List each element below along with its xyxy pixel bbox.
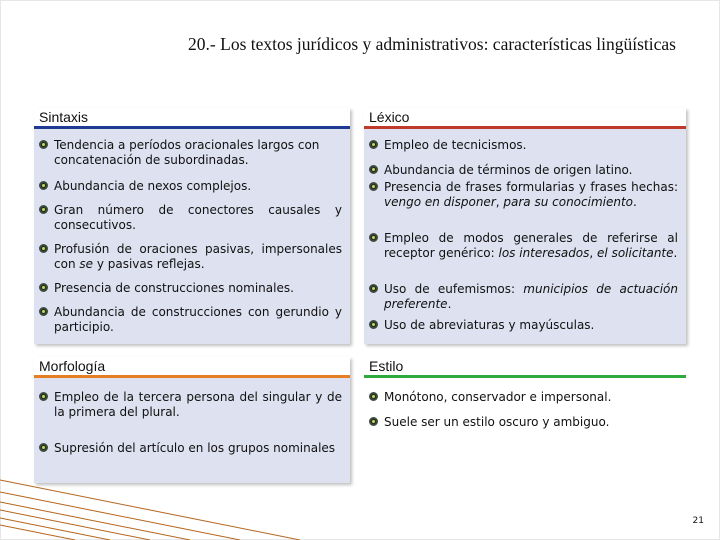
bullet-icon [39, 181, 48, 190]
panel-heading: Estilo [369, 358, 404, 374]
corner-decoration [0, 450, 300, 540]
panel-header [34, 108, 350, 129]
bullet-icon [369, 284, 378, 293]
bullet-icon [39, 205, 48, 214]
list-item: Gran número de conectores causales y consecutivos. [34, 203, 342, 233]
list-item: Presencia de frases formularias y frases hechas: vengo en disponer, para su conocimiento. [364, 180, 678, 210]
panel-header [364, 108, 686, 129]
bullet-icon [369, 233, 378, 242]
bullet-icon [39, 307, 48, 316]
panel-header [34, 357, 350, 378]
list-item: Abundancia de términos de origen latino. [364, 163, 678, 178]
list-item: Empleo de tecnicismos. [364, 138, 678, 153]
bullet-icon [39, 392, 48, 401]
list-item: Uso de abreviaturas y mayúsculas. [364, 318, 678, 333]
bullet-icon [39, 244, 48, 253]
bullet-icon [39, 283, 48, 292]
panel-header [364, 357, 686, 378]
list-item: Monótono, conservador e impersonal. [364, 390, 678, 405]
list-item: Supresión del artículo en los grupos nominales [34, 441, 342, 456]
panel-heading: Léxico [369, 109, 410, 125]
bullet-icon [369, 392, 378, 401]
bullet-icon [369, 165, 378, 174]
list-item: Tendencia a períodos oracionales largos con concatenación de subordinadas. [34, 138, 342, 168]
bullet-icon [369, 320, 378, 329]
list-item: Presencia de construcciones nominales. [34, 281, 342, 296]
panel-sintaxis [34, 108, 350, 344]
panel-lexico [364, 108, 686, 344]
list-item: Suele ser un estilo oscuro y ambiguo. [364, 415, 678, 430]
panel-heading: Sintaxis [39, 109, 89, 125]
list-item: Profusión de oraciones pasivas, impersonales con se y pasivas reflejas. [34, 242, 342, 272]
list-item: Abundancia de nexos complejos. [34, 179, 342, 194]
bullet-icon [369, 140, 378, 149]
list-item: Abundancia de construcciones con gerundio y participio. [34, 305, 342, 335]
panel-heading: Morfología [39, 358, 106, 374]
slide-title: 20.- Los textos jurídicos y administrativos: características lingüísticas [188, 34, 676, 54]
list-item: Empleo de la tercera persona del singular y de la primera del plural. [34, 390, 342, 420]
bullet-icon [369, 417, 378, 426]
panel-estilo [364, 357, 686, 483]
page-number: 21 [692, 516, 704, 526]
list-item: Uso de eufemismos: municipios de actuación preferente. [364, 282, 678, 312]
bullet-icon [369, 182, 378, 191]
list-item: Empleo de modos generales de referirse al receptor genérico: los interesados, el solicitante. [364, 231, 678, 261]
bullet-icon [39, 140, 48, 149]
